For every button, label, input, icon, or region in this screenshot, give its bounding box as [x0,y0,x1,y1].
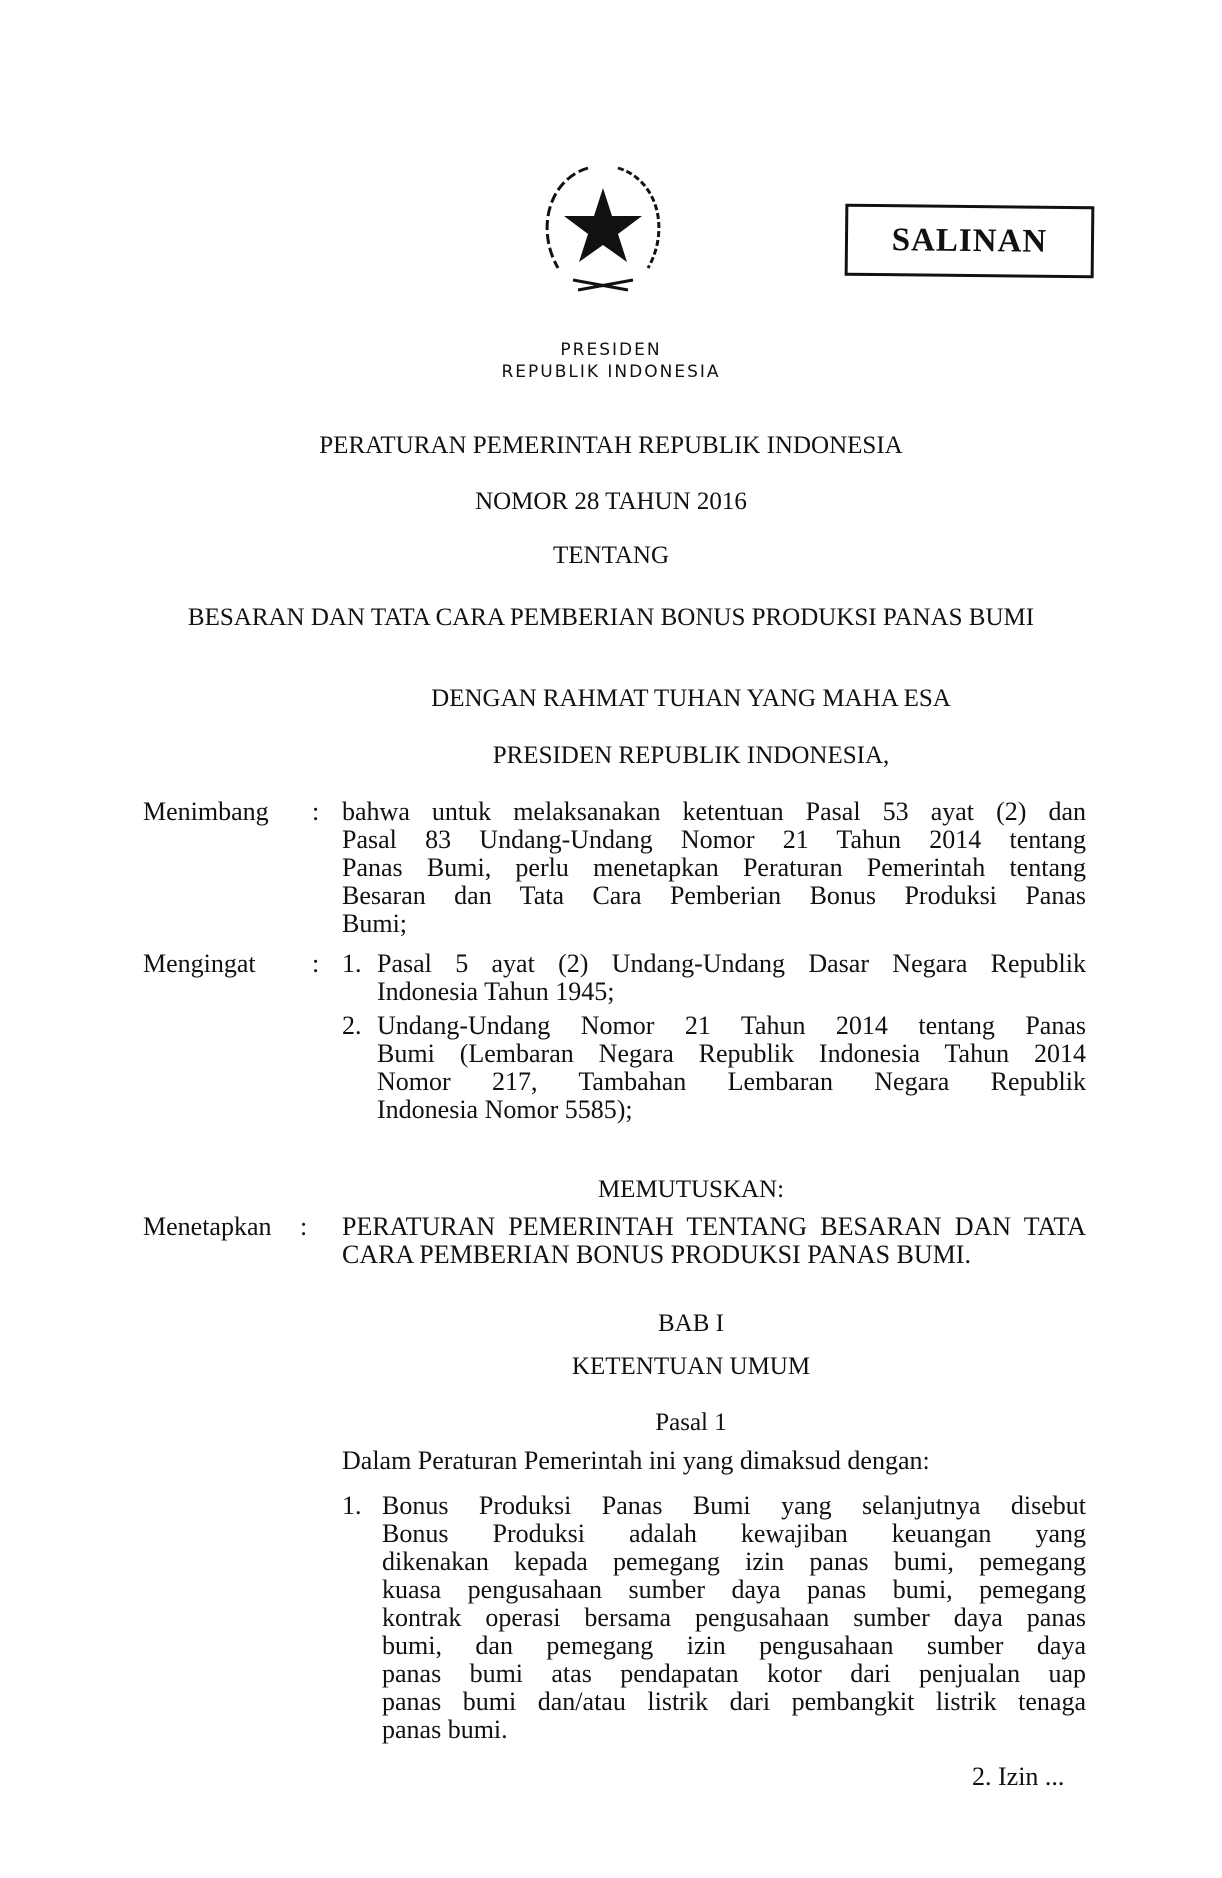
menimbang-line: Panas Bumi, perlu menetapkan Peraturan Pemerintah tentang [342,853,1086,882]
regulation-title: PERATURAN PEMERINTAH REPUBLIK INDONESIA [319,432,903,459]
regulation-tentang: TENTANG [552,542,670,569]
mengingat-item-line: Nomor 217, Tambahan Lembaran Negara Republik [377,1067,1086,1096]
menetapkan-label: Menetapkan [143,1212,272,1241]
menimbang-line: Besaran dan Tata Cara Pemberian Bonus Produksi Panas [342,881,1086,910]
menimbang-line: Pasal 83 Undang-Undang Nomor 21 Tahun 2014 tentang [342,825,1086,854]
preamble-line-1: DENGAN RAHMAT TUHAN YANG MAHA ESA [431,685,951,712]
pasal-intro: Dalam Peraturan Pemerintah ini yang dimaksud dengan: [342,1446,930,1475]
menimbang-line: Bumi; [342,909,408,938]
pasal-item-line: kontrak operasi bersama pengusahaan sumber daya panas [382,1603,1086,1632]
pasal-item-line: Bonus Produksi adalah kewajiban keuangan yang [382,1519,1086,1548]
mengingat-item-line: Bumi (Lembaran Negara Republik Indonesia Tahun 2014 [377,1039,1086,1068]
menetapkan-line: CARA PEMBERIAN BONUS PRODUKSI PANAS BUMI. [342,1240,971,1269]
pasal-item-line: panas bumi atas pendapatan kotor dari penjualan uap [382,1659,1086,1688]
salinan-stamp [845,204,1095,279]
office-line-2: REPUBLIK INDONESIA [501,362,721,382]
menetapkan-line: PERATURAN PEMERINTAH TENTANG BESARAN DAN TATA [342,1212,1086,1241]
pasal-item-line: bumi, dan pemegang izin pengusahaan sumber daya [382,1631,1086,1660]
bab-subtitle: KETENTUAN UMUM [571,1353,811,1380]
pasal-item-line: panas bumi dan/atau listrik dari pembangkit listrik tenaga [382,1687,1086,1716]
menimbang-line: bahwa untuk melaksanakan ketentuan Pasal 53 ayat (2) dan [342,797,1086,826]
salinan-stamp-text: SALINAN [891,221,1048,260]
pasal-item-line: dikenakan kepada pemegang izin panas bumi, pemegang [382,1547,1086,1576]
regulation-subject: BESARAN DAN TATA CARA PEMBERIAN BONUS PRODUKSI PANAS BUMI [187,604,1035,631]
mengingat-colon: : [312,949,320,978]
mengingat-label: Mengingat [143,949,256,978]
menetapkan-colon: : [300,1212,308,1241]
pasal-item-line: panas bumi. [382,1715,508,1744]
pasal-item-number: 1. [342,1491,362,1520]
mengingat-item-line: Undang-Undang Nomor 21 Tahun 2014 tentang Panas [377,1011,1086,1040]
mengingat-item-number: 2. [342,1011,362,1040]
mengingat-item-number: 1. [342,949,362,978]
memutuskan-heading: MEMUTUSKAN: [597,1176,785,1203]
pasal-heading: Pasal 1 [655,1409,727,1436]
mengingat-item-line: Pasal 5 ayat (2) Undang-Undang Dasar Negara Republik [377,949,1086,978]
office-line-1: PRESIDEN [560,340,662,360]
pasal-item-line: kuasa pengusahaan sumber daya panas bumi, pemegang [382,1575,1086,1604]
pasal-item-line: Bonus Produksi Panas Bumi yang selanjutnya disebut [382,1491,1086,1520]
menimbang-colon: : [312,797,320,826]
mengingat-item-line: Indonesia Tahun 1945; [377,977,615,1006]
bab-title: BAB I [658,1310,724,1337]
page-continuation: 2. Izin ... [972,1762,1065,1791]
garuda-seal-emblem [528,150,678,300]
mengingat-item-line: Indonesia Nomor 5585); [377,1095,633,1124]
preamble-line-2: PRESIDEN REPUBLIK INDONESIA, [492,742,890,769]
regulation-number: NOMOR 28 TAHUN 2016 [475,488,747,515]
menimbang-label: Menimbang [143,797,269,826]
